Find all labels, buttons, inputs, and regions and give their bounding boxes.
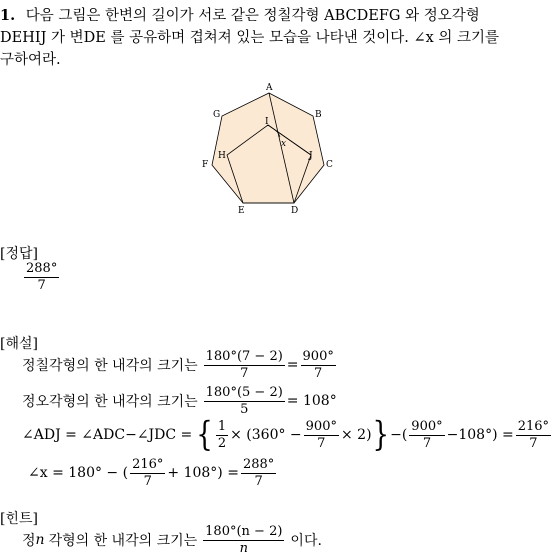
label-d: D (291, 206, 299, 216)
l4-frac-denominator: 7 (143, 473, 152, 489)
l1-denominator: 7 (240, 365, 249, 381)
label-a: A (266, 83, 273, 93)
problem-line-2: DEHIJ 가 변DE 를 공유하며 겹쳐져 있는 모습을 나타낸 것이다. ∠x 의 크기를 (0, 30, 500, 46)
hint-numerator: 180°(n − 2) (205, 524, 283, 539)
l3-frac1-numerator: 900° (305, 419, 337, 434)
l1-numerator: 180°(7 − 2) (205, 349, 283, 364)
hint-denominator: n (239, 540, 248, 556)
l3-right-brace: } (372, 415, 390, 455)
problem-line-1 (0, 4, 480, 25)
l4-result-numerator: 288° (242, 457, 275, 472)
l3-mid2: × 2) (340, 427, 372, 444)
solution-line-1 (22, 350, 338, 380)
l1-result-denominator: 7 (314, 365, 323, 381)
l3-result-denominator: 7 (529, 435, 538, 451)
solution-heading: [해설] (0, 336, 38, 352)
answer-heading: [정답] (0, 246, 38, 262)
l2-denominator: 5 (240, 401, 249, 417)
label-e: E (238, 206, 245, 216)
l3-frac2-numerator: 900° (411, 419, 443, 434)
hint-text-3: 이다. (290, 533, 322, 550)
problem-number: 1. (0, 7, 16, 24)
l3-frac2-denominator: 7 (422, 435, 432, 451)
l4-frac-numerator: 216° (132, 457, 164, 472)
solution-l1-text: 정칠각형의 한 내각의 크기는 (22, 358, 198, 375)
l1-result-numerator: 900° (302, 349, 334, 364)
hint-n: n (35, 532, 45, 549)
label-i: I (265, 117, 269, 127)
hint-text-1: 정 (22, 533, 36, 550)
problem-text-1: 다음 그림은 한변의 길이가 서로 같은 정칠각형 ABCDEFG 와 정오각형 (25, 8, 480, 24)
label-f: F (202, 160, 209, 170)
label-h: H (218, 151, 226, 161)
l4-result-denominator: 7 (254, 473, 263, 489)
answer-value (22, 262, 61, 292)
hint-text-2: 각형의 한 내각의 크기는 (48, 533, 198, 550)
label-angle-x: x (281, 139, 287, 149)
label-g: G (213, 110, 221, 120)
l3-half-denominator: 2 (217, 435, 227, 451)
heptagon-shape (212, 93, 324, 203)
label-j: J (309, 151, 313, 161)
label-c: C (326, 160, 333, 170)
heptagon-pentagon-figure (195, 78, 345, 218)
l3-tail: −108°) = (446, 427, 514, 444)
l4-mid: + 108°) = (167, 465, 239, 482)
l2-numerator: 180°(5 − 2) (205, 385, 283, 400)
l4-lhs: ∠x = 180° − ( (28, 465, 129, 482)
l1-equals: = (286, 357, 299, 374)
l3-minus: −( (390, 427, 408, 444)
l3-result-numerator: 216° (517, 419, 550, 434)
solution-line-3 (22, 415, 553, 455)
hint-line (22, 525, 322, 555)
l2-result: = 108° (286, 393, 337, 410)
l3-frac1-denominator: 7 (317, 435, 326, 451)
l3-half-numerator: 1 (217, 419, 227, 434)
l3-mid: × (360° − (230, 427, 302, 444)
solution-line-2 (22, 386, 337, 416)
l3-lhs: ∠ADJ = ∠ADC−∠JDC = (22, 427, 193, 444)
solution-l2-text: 정오각형의 한 내각의 크기는 (22, 394, 198, 411)
l3-left-brace: { (196, 415, 213, 455)
label-b: B (315, 110, 322, 120)
solution-line-4 (28, 458, 278, 488)
answer-denominator: 7 (37, 277, 46, 293)
hint-heading: [힌트] (0, 511, 38, 527)
answer-numerator: 288° (26, 261, 58, 276)
problem-line-3: 구하여라. (0, 52, 61, 68)
